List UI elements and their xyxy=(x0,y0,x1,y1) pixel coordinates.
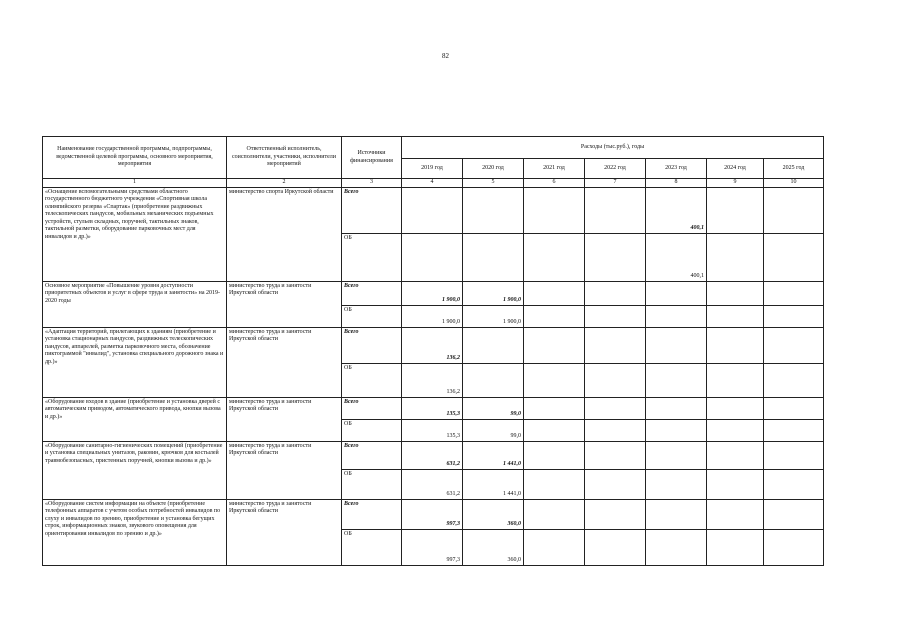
ob-value xyxy=(524,469,585,499)
header-year: 2022 год xyxy=(585,159,646,179)
header-name: Наименование государственной программы, подпрограммы, ведомственной целевой программы, основного мероприятия, мероприятия xyxy=(43,137,227,179)
total-value xyxy=(764,499,824,529)
total-value: 1 441,0 xyxy=(463,441,524,469)
total-value xyxy=(463,187,524,233)
column-number: 10 xyxy=(764,179,824,188)
ob-value xyxy=(764,363,824,397)
ob-value xyxy=(707,363,764,397)
total-value xyxy=(402,187,463,233)
executor-name: министерство труда и занятости Иркутской области xyxy=(227,397,342,441)
source-total-label: Всего xyxy=(342,187,402,233)
source-total-label: Всего xyxy=(342,441,402,469)
ob-value xyxy=(524,419,585,441)
ob-value xyxy=(646,529,707,565)
total-value: 135,3 xyxy=(402,397,463,419)
ob-value xyxy=(585,419,646,441)
total-value xyxy=(707,441,764,469)
total-value: 631,2 xyxy=(402,441,463,469)
ob-value xyxy=(463,363,524,397)
ob-value xyxy=(524,363,585,397)
source-total-label: Всего xyxy=(342,499,402,529)
source-ob-label: ОБ xyxy=(342,419,402,441)
activity-name: «Оборудование входов в здание (приобретение и установка дверей с автоматическим приводом, автоматического привода, кнопки вызова и др.)» xyxy=(43,397,227,441)
ob-value: 997,3 xyxy=(402,529,463,565)
header-expenses: Расходы (тыс.руб.), годы xyxy=(402,137,824,159)
total-value: 1 900,0 xyxy=(463,281,524,305)
ob-value xyxy=(764,529,824,565)
source-total-label: Всего xyxy=(342,281,402,305)
ob-value xyxy=(585,529,646,565)
ob-value xyxy=(764,419,824,441)
total-value xyxy=(524,327,585,363)
ob-value: 1 441,0 xyxy=(463,469,524,499)
total-value: 997,3 xyxy=(402,499,463,529)
header-year: 2025 год xyxy=(764,159,824,179)
total-value xyxy=(646,327,707,363)
executor-name: министерство труда и занятости Иркутской области xyxy=(227,441,342,499)
column-number: 2 xyxy=(227,179,342,188)
total-value xyxy=(524,187,585,233)
total-value xyxy=(764,187,824,233)
total-value: 99,0 xyxy=(463,397,524,419)
activity-name: Основное мероприятие «Повышение уровня доступности приоритетных объектов и услуг в сфере труда и занятости» на 2019-2020 годы xyxy=(43,281,227,327)
total-value xyxy=(764,441,824,469)
total-value xyxy=(463,327,524,363)
ob-value xyxy=(463,233,524,281)
total-value xyxy=(707,327,764,363)
header-year: 2019 год xyxy=(402,159,463,179)
ob-value: 135,3 xyxy=(402,419,463,441)
total-value xyxy=(707,499,764,529)
header-source: Источники финансирования xyxy=(342,137,402,179)
table-row xyxy=(43,281,824,305)
ob-value xyxy=(646,469,707,499)
total-value xyxy=(764,327,824,363)
column-number: 4 xyxy=(402,179,463,188)
ob-value xyxy=(585,305,646,327)
table-row xyxy=(43,499,824,529)
ob-value: 400,1 xyxy=(646,233,707,281)
column-number: 1 xyxy=(43,179,227,188)
header-year: 2021 год xyxy=(524,159,585,179)
executor-name: министерство спорта Иркутской области xyxy=(227,187,342,281)
total-value xyxy=(524,281,585,305)
ob-value: 136,2 xyxy=(402,363,463,397)
total-value xyxy=(585,441,646,469)
executor-name: министерство труда и занятости Иркутской области xyxy=(227,327,342,397)
ob-value xyxy=(646,305,707,327)
total-value xyxy=(707,281,764,305)
total-value xyxy=(646,397,707,419)
source-ob-label: ОБ xyxy=(342,529,402,565)
column-number: 3 xyxy=(342,179,402,188)
ob-value xyxy=(646,363,707,397)
ob-value xyxy=(707,419,764,441)
total-value xyxy=(585,281,646,305)
ob-value xyxy=(585,363,646,397)
total-value xyxy=(707,187,764,233)
ob-value xyxy=(707,305,764,327)
source-ob-label: ОБ xyxy=(342,233,402,281)
executor-name: министерство труда и занятости Иркутской области xyxy=(227,499,342,565)
table-row xyxy=(43,327,824,363)
total-value xyxy=(764,281,824,305)
total-value xyxy=(646,441,707,469)
ob-value xyxy=(764,305,824,327)
executor-name: министерство труда и занятости Иркутской области xyxy=(227,281,342,327)
ob-value: 99,0 xyxy=(463,419,524,441)
total-value: 1 900,0 xyxy=(402,281,463,305)
total-value xyxy=(585,327,646,363)
ob-value: 631,2 xyxy=(402,469,463,499)
activity-name: «Адаптация территорий, прилегающих к зданиям (приобретение и установка стационарных пандусов, раздвижных телескопических пандусов, аппарелей, разметка парковочного места, обозначение пиктограммой "инвалид", установка специального дорожного знака и др.)» xyxy=(43,327,227,397)
ob-value: 360,0 xyxy=(463,529,524,565)
ob-value xyxy=(707,469,764,499)
table-row xyxy=(43,187,824,233)
ob-value xyxy=(524,305,585,327)
header-year: 2023 год xyxy=(646,159,707,179)
ob-value: 1 900,0 xyxy=(402,305,463,327)
column-number: 5 xyxy=(463,179,524,188)
total-value xyxy=(524,499,585,529)
activity-name: «Оборудование санитарно-гигиенических помещений (приобретение и установка специальных унитазов, раковин, крючков для костылей травмобезопасных, пристенных поручней, кнопки вызова и др.)» xyxy=(43,441,227,499)
total-value xyxy=(585,397,646,419)
header-executor: Ответственный исполнитель, соисполнители, участники, исполнители мероприятий xyxy=(227,137,342,179)
source-total-label: Всего xyxy=(342,397,402,419)
ob-value: 1 900,0 xyxy=(463,305,524,327)
total-value xyxy=(585,187,646,233)
total-value xyxy=(646,281,707,305)
column-number: 9 xyxy=(707,179,764,188)
header-year: 2020 год xyxy=(463,159,524,179)
page-number: 82 xyxy=(442,52,449,60)
column-number: 7 xyxy=(585,179,646,188)
total-value xyxy=(764,397,824,419)
column-number: 6 xyxy=(524,179,585,188)
total-value xyxy=(524,441,585,469)
activity-name: «Оснащение вспомогательными средствами областного государственного бюджетного учреждения «Спортивная школа олимпийского резерва «Спартак» (приобретение раздвижных телескопических пандусов, мобильных механических подъемных устройств, стульев складных, поручней, тактильных знаков, тактильной разметки, оборудование парковочных мест для инвалидов и др.)» xyxy=(43,187,227,281)
budget-table xyxy=(42,136,824,566)
ob-value xyxy=(707,529,764,565)
ob-value xyxy=(585,469,646,499)
total-value: 360,0 xyxy=(463,499,524,529)
total-value xyxy=(585,499,646,529)
ob-value xyxy=(646,419,707,441)
header-year: 2024 год xyxy=(707,159,764,179)
table-body xyxy=(43,187,824,565)
total-value: 400,1 xyxy=(646,187,707,233)
table-row xyxy=(43,441,824,469)
source-ob-label: ОБ xyxy=(342,305,402,327)
source-ob-label: ОБ xyxy=(342,469,402,499)
ob-value xyxy=(585,233,646,281)
ob-value xyxy=(764,469,824,499)
source-ob-label: ОБ xyxy=(342,363,402,397)
ob-value xyxy=(524,233,585,281)
ob-value xyxy=(707,233,764,281)
ob-value xyxy=(402,233,463,281)
source-total-label: Всего xyxy=(342,327,402,363)
total-value xyxy=(646,499,707,529)
total-value: 136,2 xyxy=(402,327,463,363)
ob-value xyxy=(524,529,585,565)
activity-name: «Оборудование систем информации на объекте (приобретение телефонных аппаратов с учетом особых потребностей инвалидов по слуху и инвалидов по зрению, приобретение и установка бегущих строк, информационных знаков, звукового оповещения для ориентирования инвалидов по зрению и др.)» xyxy=(43,499,227,565)
column-number: 8 xyxy=(646,179,707,188)
table-row xyxy=(43,397,824,419)
total-value xyxy=(524,397,585,419)
ob-value xyxy=(764,233,824,281)
total-value xyxy=(707,397,764,419)
